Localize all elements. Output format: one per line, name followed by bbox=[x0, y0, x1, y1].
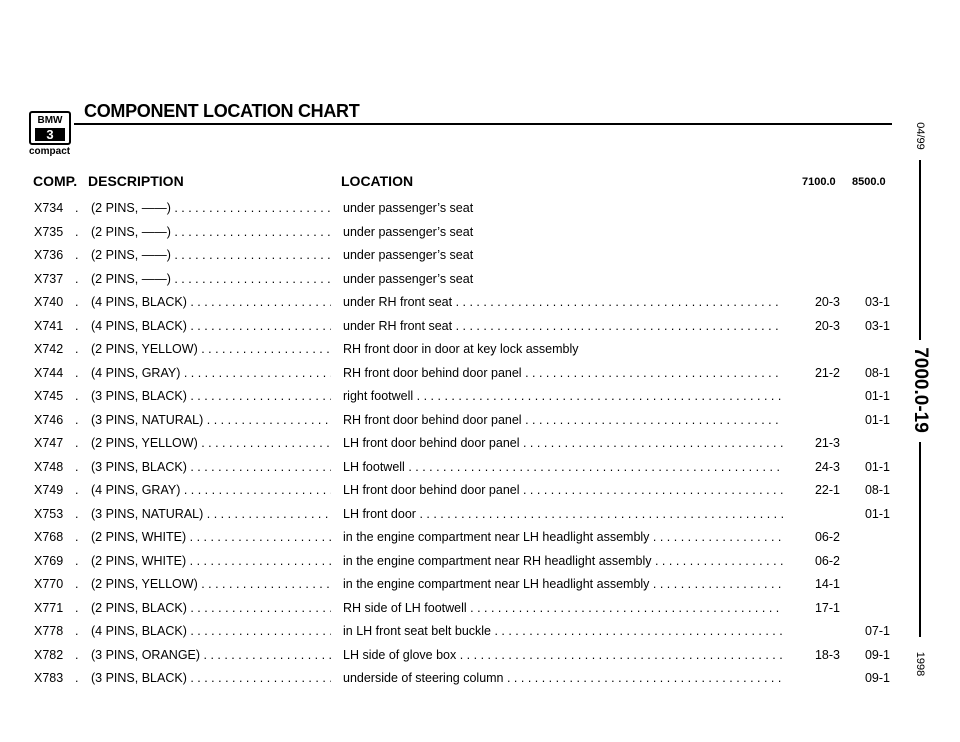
component-description: (4 PINS, GRAY) . . . bbox=[91, 366, 331, 381]
separator-dot: . bbox=[75, 436, 79, 450]
component-description: (2 PINS, ——) . . . bbox=[91, 248, 331, 263]
separator-dot: . bbox=[75, 600, 79, 615]
separator-dot: . bbox=[75, 248, 79, 262]
ref-7100: 21-3 bbox=[814, 436, 840, 450]
component-code: X741 bbox=[34, 318, 64, 333]
separator-dot: . bbox=[75, 342, 79, 356]
component-code: X778 bbox=[34, 624, 64, 638]
separator-dot: . bbox=[75, 647, 79, 662]
component-code: X769 bbox=[34, 553, 64, 568]
ref-7100: 24-3 bbox=[814, 459, 840, 474]
ref-7100: 17-1 bbox=[814, 600, 840, 615]
ref-8500: 01-1 bbox=[864, 389, 890, 403]
component-description: (4 PINS, BLACK) . . . bbox=[91, 295, 331, 310]
ref-7100: 20-3 bbox=[814, 295, 840, 309]
component-location: in the engine compartment near RH headlight assembly . . . bbox=[343, 554, 783, 569]
component-description: (2 PINS, ——) . . . bbox=[91, 272, 331, 287]
table-row bbox=[0, 338, 900, 362]
table-row bbox=[0, 385, 900, 409]
component-code: X742 bbox=[34, 342, 64, 356]
side-date: 04/99 bbox=[914, 122, 926, 150]
table-row bbox=[0, 456, 900, 480]
component-location: RH side of LH footwell . . . bbox=[343, 601, 783, 616]
table-row bbox=[0, 479, 900, 503]
component-description: (2 PINS, YELLOW) . . . bbox=[91, 436, 331, 451]
component-location: RH front door behind door panel . . . bbox=[343, 366, 783, 381]
component-location: LH front door behind door panel . . . bbox=[343, 483, 783, 498]
table-row bbox=[0, 362, 900, 386]
component-location: under RH front seat . . . bbox=[343, 319, 783, 334]
component-description: (2 PINS, YELLOW) . . . bbox=[91, 577, 331, 592]
logo-number: 3 bbox=[35, 128, 65, 141]
component-location: LH side of glove box . . . bbox=[343, 648, 783, 663]
separator-dot: . bbox=[75, 201, 79, 215]
component-location: under passenger’s seat bbox=[343, 224, 474, 239]
component-description: (3 PINS, NATURAL) . . . bbox=[91, 413, 331, 428]
component-table bbox=[0, 197, 900, 691]
component-description: (2 PINS, BLACK) . . . bbox=[91, 601, 331, 616]
title-divider bbox=[74, 123, 892, 125]
logo-badge bbox=[29, 111, 71, 145]
separator-dot: . bbox=[75, 483, 79, 497]
table-row bbox=[0, 291, 900, 315]
ref-8500: 01-1 bbox=[864, 506, 890, 521]
component-description: (2 PINS, WHITE) . . . bbox=[91, 554, 331, 569]
table-row bbox=[0, 597, 900, 621]
component-location: in LH front seat belt buckle . . . bbox=[343, 624, 783, 639]
ref-7100: 20-3 bbox=[814, 318, 840, 333]
component-description: (2 PINS, ——) . . . bbox=[91, 201, 331, 216]
side-year: 1998 bbox=[914, 651, 926, 677]
side-section-code: 7000.0-19 bbox=[910, 347, 931, 433]
ref-8500: 09-1 bbox=[864, 671, 890, 685]
component-location: LH front door . . . bbox=[343, 507, 783, 522]
ref-8500: 09-1 bbox=[864, 647, 890, 662]
component-code: X768 bbox=[34, 530, 64, 544]
component-description: (4 PINS, BLACK) . . . bbox=[91, 624, 331, 639]
separator-dot: . bbox=[75, 389, 79, 403]
ref-7100: 06-2 bbox=[814, 530, 840, 544]
separator-dot: . bbox=[75, 553, 79, 568]
ref-7100: 22-1 bbox=[814, 483, 840, 497]
component-code: X734 bbox=[34, 201, 64, 215]
component-description: (3 PINS, NATURAL) . . . bbox=[91, 507, 331, 522]
component-description: (3 PINS, ORANGE) . . . bbox=[91, 648, 331, 663]
separator-dot: . bbox=[75, 624, 79, 638]
logo-subtitle: compact bbox=[29, 146, 71, 157]
separator-dot: . bbox=[75, 365, 79, 380]
page-title: COMPONENT LOCATION CHART bbox=[84, 101, 360, 121]
component-location: under passenger’s seat bbox=[343, 201, 474, 215]
component-description: (2 PINS, YELLOW) . . . bbox=[91, 342, 331, 357]
bmw-3-compact-logo bbox=[29, 111, 69, 157]
component-description: (2 PINS, WHITE) . . . bbox=[91, 530, 331, 545]
ref-8500: 01-1 bbox=[864, 412, 890, 427]
component-location: underside of steering column . . . bbox=[343, 671, 783, 686]
component-code: X747 bbox=[34, 436, 64, 450]
table-row bbox=[0, 573, 900, 597]
table-row bbox=[0, 244, 900, 268]
component-code: X782 bbox=[34, 647, 64, 662]
separator-dot: . bbox=[75, 459, 79, 474]
side-rule-top bbox=[919, 160, 921, 340]
component-description: (3 PINS, BLACK) . . . bbox=[91, 389, 331, 404]
ref-7100: 18-3 bbox=[814, 647, 840, 662]
table-row bbox=[0, 526, 900, 550]
ref-8500: 03-1 bbox=[864, 318, 890, 333]
ref-8500: 08-1 bbox=[864, 483, 890, 497]
component-code: X735 bbox=[34, 224, 64, 239]
column-header-7100: 7100.0 bbox=[802, 176, 836, 188]
component-description: (3 PINS, BLACK) . . . bbox=[91, 671, 331, 686]
ref-8500: 07-1 bbox=[864, 624, 890, 638]
component-code: X737 bbox=[34, 271, 64, 286]
separator-dot: . bbox=[75, 506, 79, 521]
separator-dot: . bbox=[75, 412, 79, 427]
table-row bbox=[0, 432, 900, 456]
column-header-8500: 8500.0 bbox=[852, 176, 886, 188]
component-location: under RH front seat . . . bbox=[343, 295, 783, 310]
component-code: X744 bbox=[34, 365, 64, 380]
component-location: LH front door behind door panel . . . bbox=[343, 436, 783, 451]
table-row bbox=[0, 197, 900, 221]
table-row bbox=[0, 221, 900, 245]
component-code: X749 bbox=[34, 483, 64, 497]
table-row bbox=[0, 644, 900, 668]
component-location: right footwell . . . bbox=[343, 389, 783, 404]
component-location: under passenger’s seat bbox=[343, 271, 474, 286]
separator-dot: . bbox=[75, 671, 79, 685]
column-header-location: LOCATION bbox=[341, 173, 414, 189]
component-code: X745 bbox=[34, 389, 64, 403]
component-location: RH front door behind door panel . . . bbox=[343, 413, 783, 428]
component-description: (2 PINS, ——) . . . bbox=[91, 225, 331, 240]
separator-dot: . bbox=[75, 530, 79, 544]
component-code: X736 bbox=[34, 248, 64, 262]
side-rule-bottom bbox=[919, 442, 921, 637]
table-row bbox=[0, 409, 900, 433]
component-code: X783 bbox=[34, 671, 64, 685]
ref-7100: 06-2 bbox=[814, 553, 840, 568]
component-description: (4 PINS, GRAY) . . . bbox=[91, 483, 331, 498]
ref-8500: 01-1 bbox=[864, 459, 890, 474]
component-code: X740 bbox=[34, 295, 64, 309]
table-row bbox=[0, 315, 900, 339]
separator-dot: . bbox=[75, 577, 79, 591]
component-code: X771 bbox=[34, 600, 64, 615]
column-header-comp: COMP. bbox=[33, 173, 78, 189]
table-row bbox=[0, 268, 900, 292]
table-row bbox=[0, 503, 900, 527]
component-location: LH footwell . . . bbox=[343, 460, 783, 475]
component-code: X753 bbox=[34, 506, 64, 521]
ref-7100: 21-2 bbox=[814, 365, 840, 380]
component-code: X770 bbox=[34, 577, 64, 591]
table-row bbox=[0, 667, 900, 691]
separator-dot: . bbox=[75, 224, 79, 239]
table-row bbox=[0, 550, 900, 574]
column-header-description: DESCRIPTION bbox=[88, 173, 184, 189]
component-code: X748 bbox=[34, 459, 64, 474]
separator-dot: . bbox=[75, 295, 79, 309]
separator-dot: . bbox=[75, 271, 79, 286]
separator-dot: . bbox=[75, 318, 79, 333]
table-row bbox=[0, 620, 900, 644]
logo-model: BMW bbox=[37, 115, 63, 126]
component-description: (3 PINS, BLACK) . . . bbox=[91, 460, 331, 475]
component-description: (4 PINS, BLACK) . . . bbox=[91, 319, 331, 334]
component-location: under passenger’s seat bbox=[343, 248, 474, 262]
ref-8500: 08-1 bbox=[864, 365, 890, 380]
ref-8500: 03-1 bbox=[864, 295, 890, 309]
component-code: X746 bbox=[34, 412, 64, 427]
component-location: in the engine compartment near LH headlight assembly . . . bbox=[343, 530, 783, 545]
component-location: RH front door in door at key lock assembly bbox=[343, 342, 579, 356]
component-location: in the engine compartment near LH headlight assembly . . . bbox=[343, 577, 783, 592]
ref-7100: 14-1 bbox=[814, 577, 840, 591]
